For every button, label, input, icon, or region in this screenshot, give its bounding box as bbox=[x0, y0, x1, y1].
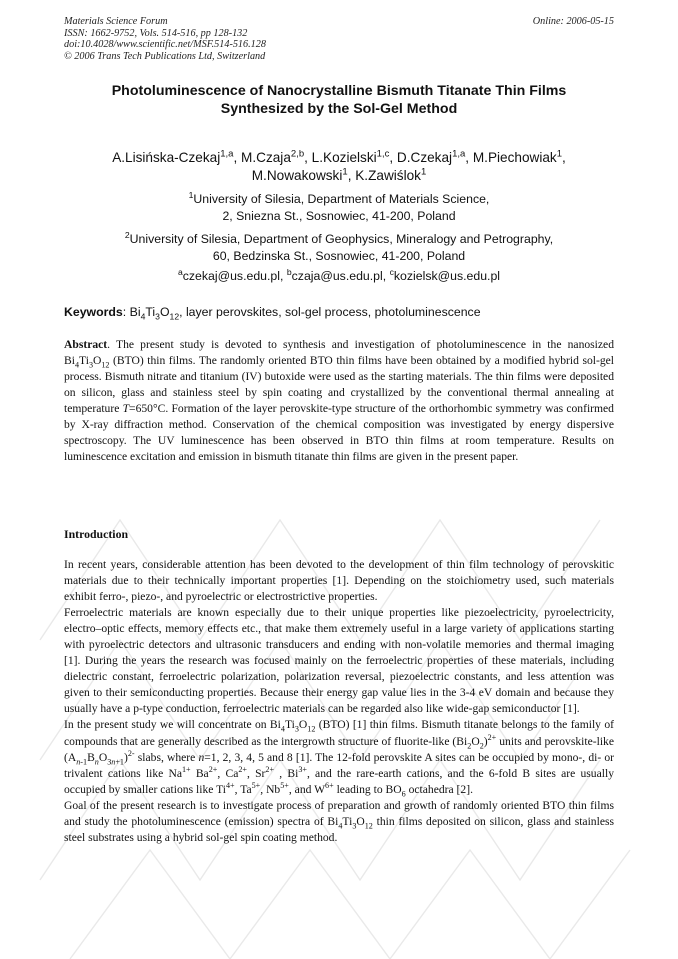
text-run: , and W bbox=[288, 782, 326, 796]
email-address: kozielsk@us.edu.pl bbox=[393, 269, 501, 283]
email-line bbox=[50, 268, 628, 285]
copyright-line: © 2006 Trans Tech Publications Ltd, Switzerland bbox=[64, 50, 266, 62]
text-run: , Nb bbox=[260, 782, 281, 796]
text-run: , Ca bbox=[217, 766, 239, 780]
title-line-2: Synthesized by the Sol-Gel Method bbox=[220, 101, 458, 117]
keywords-label: Keywords bbox=[64, 305, 123, 319]
text-run: =1, 2, 3, 4, 5 and 8 [1]. The 12-fold perovskite A sites can be occupied by mono-, di- or trivalent cations like Na bbox=[64, 750, 614, 780]
affiliation-sup: 2 bbox=[124, 229, 130, 240]
affiliation-1 bbox=[50, 191, 628, 224]
intro-paragraph-3: In the present study we will concentrate on $Bi_4Ti_3O_{12}$ (BTO) [1] thin films. Bismuth titanate belongs to the family of compounds that are generally described as the intergrowth structure of fluorite-like $(Bi_2O_2)^{2+}$ units and perovskite-like $(A_{n-1}B_nO_{3n+1})^{2-}$ slabs, where n=1, 2, 3, 4, 5 and 8 [1]. The 12-fold perovskite A sites can be occupied by mono-, di- or trivalent cations like $Na^{1+}$ $Ba^{2+}$, $Ca^{2+}$, $Sr^{2+}$ , $Bi^{3+}$, and the rare-earth cations, and the 6-fold B sites are usually occupied by smaller cations like $Ti^{4+}$, $Ta^{5+}$, $Nb^{5+}$, and $W^{6+}$ leading to $BO_6$ octahedra [2]. bbox=[64, 718, 614, 798]
intro-paragraph-4: Goal of the present research is to investigate process of preparation and growth of randomly oriented BTO thin films and study the photoluminescence (emission) spectra of $Bi_4Ti_3O_{12}$ thin films deposited on silicon, glass and stainless steel substrates using a hybrid sol-gel spin coating method. bbox=[64, 798, 614, 844]
introduction-body bbox=[64, 557, 614, 846]
text-run: leading to BO bbox=[333, 782, 402, 796]
abstract-text: . The present study is devoted to synthesis and investigation of photoluminescence in the nanosized Bi bbox=[64, 338, 614, 368]
journal-header bbox=[64, 16, 614, 62]
abstract-variable: T bbox=[122, 402, 130, 416]
text-run: , and the rare-earth cations, and the 6-fold B sites are usually occupied by smaller cations like Ti bbox=[64, 766, 614, 796]
author-list bbox=[58, 149, 620, 185]
intro-paragraph-2: Ferroelectric materials are known especially due to their unique properties like piezoelectricity, pyroelectricity, electro–optic effects, memory effects etc., that make them extremely useful in a large variety of applications starting with pyroelectric detectors and ultrasonic transducers and ending with non-volatile memories and thermal imaging [1]. During the years the research was focused mainly on the ferroelectric properties of these materials, including dielectric constant, ferroelectric polarization, polarization reversal, piezoelectric constants, and less attention was given to their semiconducting properties. Because their energy gap value lies in the 3-4 eV domain and because they usually have a p-type conduction, ferroelectric materials can be regarded also like wide-gap semiconductor [1]. bbox=[64, 606, 614, 716]
author-affil-sup: 1 bbox=[342, 166, 348, 178]
author-affil-sup: 1 bbox=[556, 148, 563, 160]
text-run: octahedra [2]. bbox=[405, 782, 473, 796]
affiliation-line: University of Silesia, Department of Materials Science, bbox=[193, 192, 490, 206]
author-affil-sup: 1 bbox=[420, 166, 427, 178]
abstract-label: Abstract bbox=[64, 338, 108, 351]
author-name: M.Nowakowski bbox=[251, 168, 343, 183]
affiliation-line: University of Silesia, Department of Geophysics, Mineralogy and Petrography, bbox=[129, 232, 554, 246]
text-run: (BTO) [1] thin films. Bismuth titanate belongs to the family of compounds that are generally described as the intergrowth structure of fluorite-like (Bi bbox=[64, 718, 614, 748]
author-name: , M.Piechowiak bbox=[465, 150, 557, 165]
author-name: , M.Czaja bbox=[233, 150, 291, 165]
email-address: czaja@us.edu.pl, bbox=[291, 269, 390, 283]
abstract-text: (BTO) thin films. The randomly oriented BTO thin films have been obtained by a modified hybrid sol-gel process. Bismuth nitrate and titanium (IV) butoxide were used as the starting materials. The thin films were deposited on silicon, glass and stainless steel by spin coating and crystallized by the conventional thermal annealing at temperature bbox=[64, 354, 614, 416]
paper-title bbox=[60, 82, 618, 118]
keywords-text: : Bi bbox=[122, 305, 141, 319]
abstract: Abstract. The present study is devoted to synthesis and investigation of photoluminescence in the nanosized $Bi_4Ti_3O_{12}$ (BTO) thin films. The randomly oriented BTO thin films have been obtained by a modified hybrid sol-gel process. Bismuth nitrate and titanium (IV) butoxide were used as the starting materials. The thin films were deposited on silicon, glass and stainless steel by spin coating and crystallized by the conventional thermal annealing at temperature T=650°C. Formation of the layer perovskite-type structure of the orthorhombic symmetry was confirmed by X-ray diffraction method. Conservation of the chemical composition was investigated by energy dispersive spectroscopy. The UV luminescence has been observed in BTO thin films at room temperature. Results on luminescence excitation and emission in bismuth titanate thin films are given in the present paper. bbox=[64, 338, 614, 464]
title-line-1: Photoluminescence of Nanocrystalline Bismuth Titanate Thin Films bbox=[111, 83, 567, 99]
author-affil-sup: 1,c bbox=[376, 148, 390, 160]
text-run: In the present study we will concentrate on Bi bbox=[64, 718, 281, 732]
text-run: Ba bbox=[190, 766, 209, 780]
email-address: czekaj@us.edu.pl, bbox=[182, 269, 287, 283]
author-name: , L.Kozielski bbox=[304, 150, 377, 165]
text-run: thin films deposited on silicon, glass and stainless steel substrates using a hybrid sol-gel spin coating method. bbox=[64, 814, 614, 844]
intro-paragraph-1: In recent years, considerable attention has been devoted to the development of thin film technology of perovskitic materials due to their technically important properties [1]. Depending on the stoichiometry used, such materials exhibit ferro-, piezo-, and pyroelectric or electrostrictive properties. bbox=[64, 558, 614, 604]
text-run: Goal of the present research is to investigate process of preparation and growth of randomly oriented BTO thin films and study the photoluminescence (emission) spectra of Bi bbox=[64, 798, 614, 828]
affiliation-line: 60, Bedzinska St., Sosnowiec, 41-200, Poland bbox=[212, 248, 466, 263]
keywords-text: , layer perovskites, sol-gel process, photoluminescence bbox=[179, 305, 481, 319]
email-sup: b bbox=[286, 266, 292, 277]
text-run: , Ta bbox=[234, 782, 252, 796]
author-name: A.Lisińska-Czekaj bbox=[112, 150, 221, 165]
issn-line: ISSN: 1662-9752, Vols. 514-516, pp 128-132 bbox=[64, 27, 248, 39]
email-sup: a bbox=[177, 266, 183, 277]
email-sup: c bbox=[389, 266, 394, 277]
author-name: , K.Zawiślok bbox=[347, 168, 421, 183]
author-affil-sup: 1,a bbox=[220, 148, 234, 160]
text-run: , Sr bbox=[246, 766, 266, 780]
affiliation-2 bbox=[50, 231, 628, 264]
author-line-2 bbox=[58, 167, 620, 185]
author-affil-sup: 1,a bbox=[452, 148, 466, 160]
author-line-1: A.Lisińska-Czekaj$^{1,a}$, M.Czaja$^{2,b}$, L.Kozielski$^{1,c}$, D.Czekaj$^{1,a}$, M.Piechowiak$^1$, bbox=[112, 148, 566, 165]
online-date: Online: 2006-05-15 bbox=[532, 16, 614, 27]
doi-line: doi:10.4028/www.scientific.net/MSF.514-516.128 bbox=[64, 39, 266, 51]
author-affil-sup: 2,b bbox=[290, 148, 305, 160]
affiliation-line: 2, Sniezna St., Sosnowiec, 41-200, Poland bbox=[222, 208, 456, 223]
text-run: , Bi bbox=[274, 766, 299, 780]
author-name: , D.Czekaj bbox=[389, 150, 453, 165]
journal-name: Materials Science Forum bbox=[64, 16, 168, 27]
affiliation-sup: 1 bbox=[188, 189, 194, 200]
abstract-text: =650°C. Formation of the layer perovskite-type structure of the orthorhombic symmetry was confirmed by X-ray diffraction method. Conservation of the chemical composition was investigated by energy dispersive spectroscopy. The UV luminescence has been observed in BTO thin films at room temperature. Results on luminescence excitation and emission in bismuth titanate thin films are given in the present paper. bbox=[64, 402, 614, 464]
text-run: units and perovskite-like (A bbox=[64, 734, 614, 764]
text-run: slabs, where bbox=[134, 750, 199, 764]
keywords: Keywords: $Bi_4Ti_3O_{12}$, layer perovskites, sol-gel process, photoluminescence bbox=[64, 305, 481, 322]
section-heading-introduction: Introduction bbox=[64, 527, 129, 541]
